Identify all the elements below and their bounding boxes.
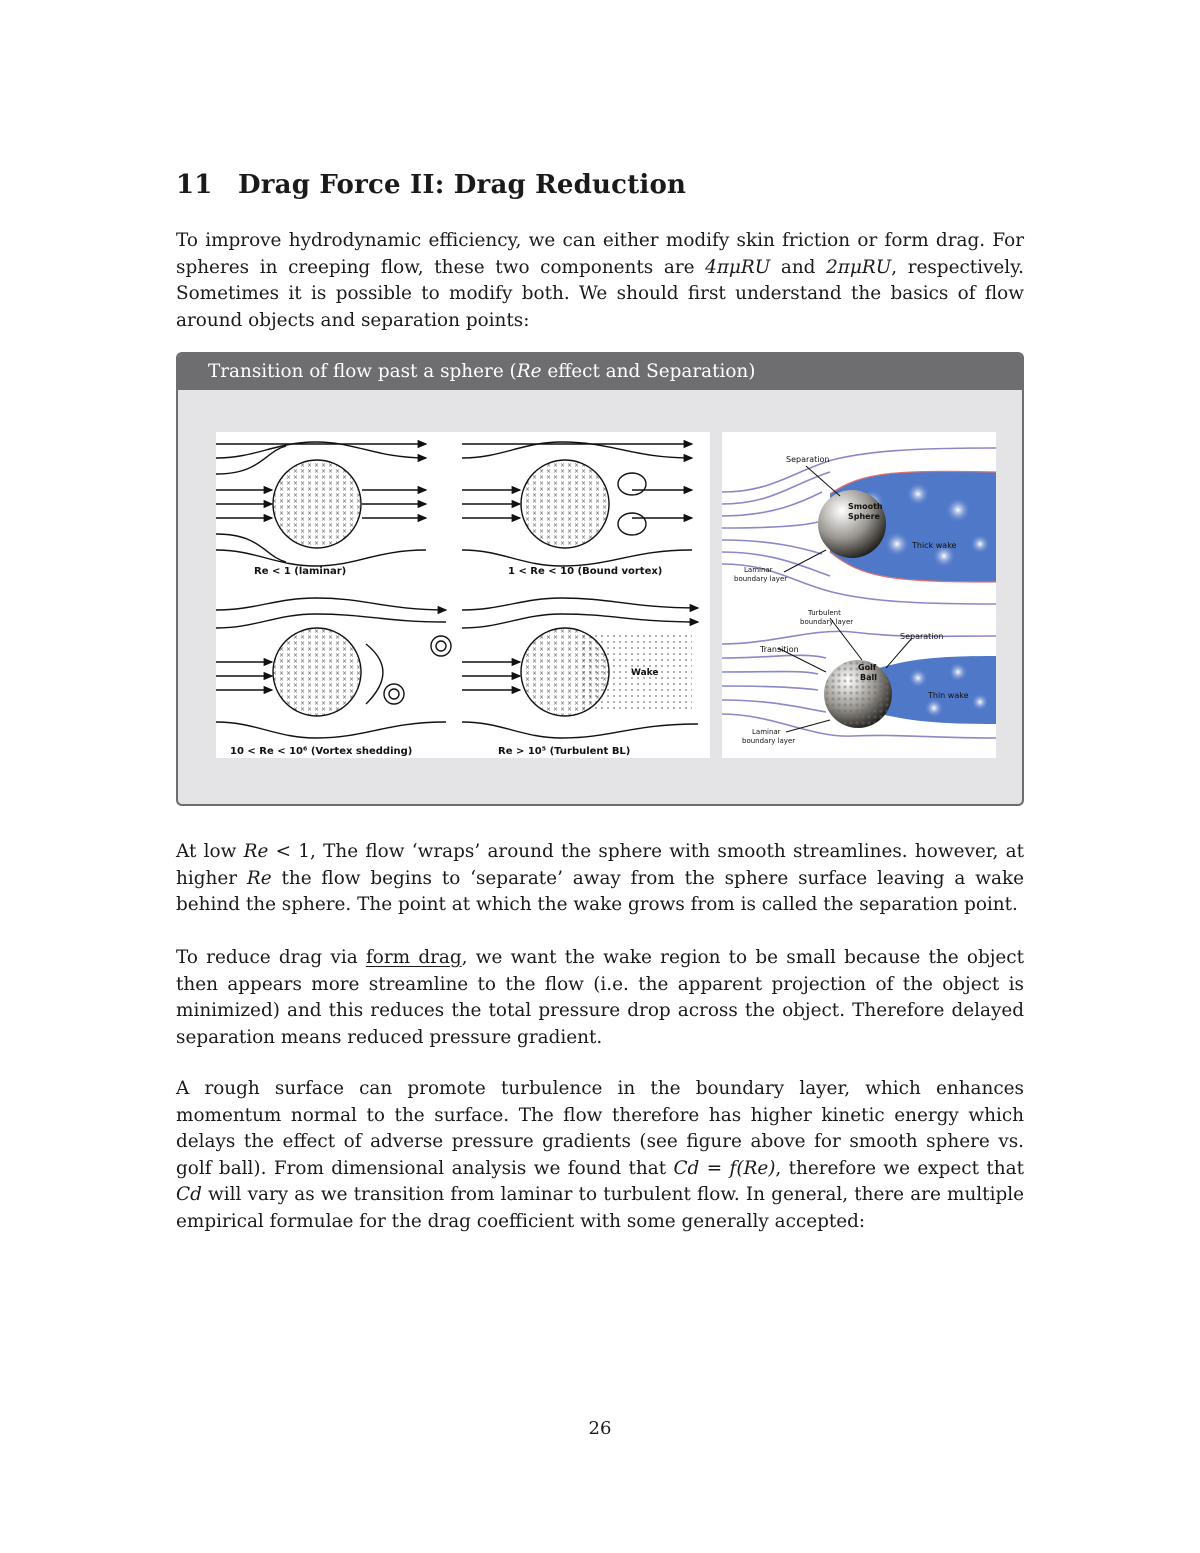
panel2-caption: 1 < Re < 10 (Bound vortex) bbox=[508, 566, 663, 577]
label-turbulent: Turbulent bbox=[808, 609, 841, 617]
intro-paragraph: To improve hydrodynamic efficiency, we can either modify skin friction or form drag. For spheres in creeping flow, these two components are 4πμRU and 2πμRU, respectively. Sometimes it is possible to modify both. We should first understand the basics of flow around objects and separation points: bbox=[176, 230, 1024, 331]
figure-box-title: Transition of flow past a sphere (Re effect and Separation) bbox=[178, 354, 1022, 390]
form-drag-formula: 2πμRU bbox=[826, 256, 892, 278]
page-number: 26 bbox=[588, 1418, 612, 1439]
label-thick-wake: Thick wake bbox=[912, 541, 957, 550]
label-ball: Ball bbox=[860, 673, 877, 682]
label-golf: Golf bbox=[858, 663, 877, 672]
form-drag-term: form drag bbox=[365, 947, 462, 968]
flow-figure bbox=[216, 432, 996, 762]
flow-diagram bbox=[216, 432, 996, 758]
label-separation-bottom: Separation bbox=[900, 632, 944, 641]
section-title-text: Drag Force II: Drag Reduction bbox=[238, 170, 687, 200]
sphere-golfball-illustration bbox=[722, 432, 996, 758]
label-boundary-layer-2: boundary layer bbox=[800, 618, 854, 626]
section-number: 11 bbox=[176, 170, 213, 200]
label-boundary-layer-1: boundary layer bbox=[734, 575, 788, 583]
panel4-caption: Re > 10⁵ (Turbulent BL) bbox=[498, 746, 631, 757]
label-separation-top: Separation bbox=[786, 455, 830, 464]
cd-equation: Cd = f(Re) bbox=[673, 1157, 776, 1179]
label-thin-wake: Thin wake bbox=[928, 691, 969, 700]
rough-surface-paragraph: A rough surface can promote turbulence in the boundary layer, which enhances momentum normal to the surface. The flow therefore has higher kinetic energy which delays the effect of adverse pressure gradients (see figure above for smooth sphere vs. golf ball). From dimensional analysis we found that Cd = f(Re), therefore we expect that Cd will vary as we transition from laminar to turbulent flow. In general, there are multiple empirical formulae for the drag coefficient with some generally accepted: bbox=[176, 1078, 1024, 1232]
figure-box bbox=[176, 352, 1024, 806]
low-re-paragraph: At low Re < 1, The flow ‘wraps’ around the sphere with smooth streamlines. however, at higher Re the flow begins to ‘separate’ away from the sphere surface leaving a wake behind the sphere. The point at which the wake grows from is called the separation point. bbox=[176, 841, 1024, 915]
label-transition: Transition bbox=[760, 645, 799, 654]
label-boundary-layer-3: boundary layer bbox=[742, 737, 796, 745]
form-drag-paragraph: To reduce drag via form drag, we want the wake region to be small because the object then appears more streamline to the flow (i.e. the apparent projection of the object is minimized) and this reduces the total pressure drop across the object. Therefore delayed separation means reduced pressure gradient. bbox=[176, 947, 1024, 1048]
skin-friction-formula: 4πμRU bbox=[705, 256, 771, 278]
label-sphere: Sphere bbox=[848, 512, 880, 521]
section-heading bbox=[176, 170, 686, 200]
panel1-caption: Re < 1 (laminar) bbox=[254, 566, 347, 577]
label-laminar-1: Laminar bbox=[744, 566, 773, 574]
label-laminar-2: Laminar bbox=[752, 728, 781, 736]
label-smooth: Smooth bbox=[848, 502, 883, 511]
wake-label: Wake bbox=[631, 668, 659, 678]
panel3-caption: 10 < Re < 10⁶ (Vortex shedding) bbox=[230, 746, 413, 757]
